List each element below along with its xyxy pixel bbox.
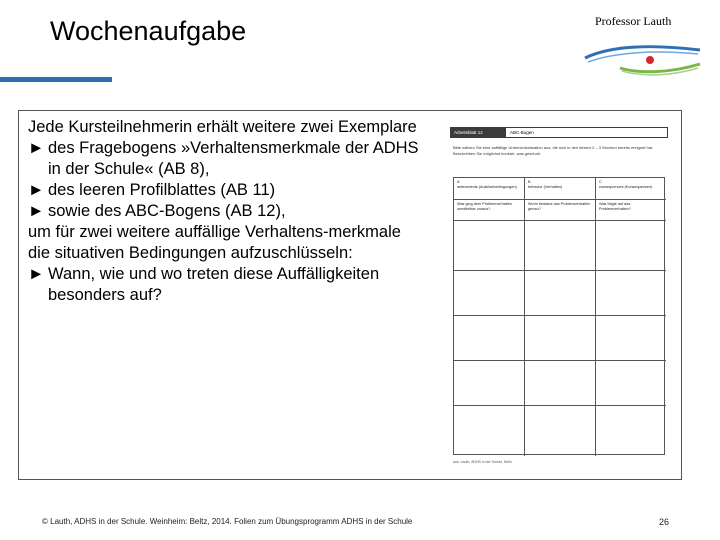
col-letter: A (457, 180, 460, 184)
worksheet-col-c-question: Was folgte auf das Problemverhalten? (599, 202, 631, 211)
worksheet-row-divider (454, 405, 666, 406)
question-item (28, 264, 423, 306)
institution-logo-icon (580, 40, 705, 80)
worksheet-row-divider (454, 270, 666, 271)
author-label: Professor Lauth (595, 14, 672, 28)
task-text (28, 117, 423, 306)
worksheet-intro: Bitte wählen Sie eine auffällige Unterrichtssituation aus, die sich in den letzten 2 – 3 Wochen bereits ereignet hat. Beschreiben Sie möglichst konkret, was geschah. (453, 145, 654, 156)
worksheet-row-divider (454, 360, 666, 361)
col-title: antecedents (Auslösebedingungen) (457, 185, 517, 189)
bullet-text: des Fragebogens »Verhaltensmerkmale der ADHS in der Schule« (AB 8), (48, 139, 419, 178)
worksheet-name: ABC-Bogen (505, 127, 668, 138)
worksheet-header (450, 127, 668, 138)
col-letter: C (599, 180, 602, 184)
worksheet-col-a-header (457, 180, 521, 190)
citation-footer: © Lauth, ADHS in der Schule. Weinheim: Beltz, 2014. Folien zum Übungsprogramm ADHS in der Schule (42, 517, 413, 526)
worksheet-row-divider (454, 199, 666, 200)
slide-title: Wochenaufgabe (50, 16, 247, 46)
worksheet-table (453, 177, 665, 455)
bullet-arrow-icon: ► (28, 265, 45, 283)
worksheet-col-a-question: Was ging dem Problemverhalten unmittelbar voraus? (457, 202, 512, 211)
col-letter: B (528, 180, 531, 184)
bullet-arrow-icon: ► (28, 181, 45, 199)
bullet-item-1 (28, 138, 423, 180)
worksheet-col-c-header (599, 180, 663, 190)
bullet-item-2 (28, 180, 423, 201)
bullet-arrow-icon: ► (28, 139, 45, 157)
worksheet-row-divider (454, 315, 666, 316)
bullet-item-3 (28, 201, 423, 222)
intro-text: Jede Kursteilnehmerin erhält weitere zwei Exemplare (28, 118, 417, 136)
bullet-text: des leeren Profilblattes (AB 11) (48, 181, 276, 199)
bullet-arrow-icon: ► (28, 202, 45, 220)
abc-worksheet-thumbnail (450, 127, 668, 467)
worksheet-row-divider (454, 220, 666, 221)
question-text: Wann, wie und wo treten diese Auffälligkeiten besonders auf? (48, 265, 380, 304)
col-title: behavior (Verhalten) (528, 185, 563, 189)
worksheet-label: Arbeitsblatt 12 (450, 127, 505, 138)
col-title: consequences (Konsequenzen) (599, 185, 653, 189)
worksheet-col-b-question: Worin bestand das Problemverhalten genau? (528, 202, 591, 211)
middle-text: um für zwei weitere auffällige Verhaltens-merkmale die situativen Bedingungen aufzuschlüsseln: (28, 223, 401, 262)
page-number: 26 (659, 517, 670, 527)
bullet-text: sowie des ABC-Bogens (AB 12), (48, 202, 286, 220)
worksheet-footer: aus: Lauth, ADHS in der Schule, Beltz (453, 460, 512, 464)
title-accent-bar (0, 77, 112, 82)
worksheet-col-b-header (528, 180, 592, 190)
